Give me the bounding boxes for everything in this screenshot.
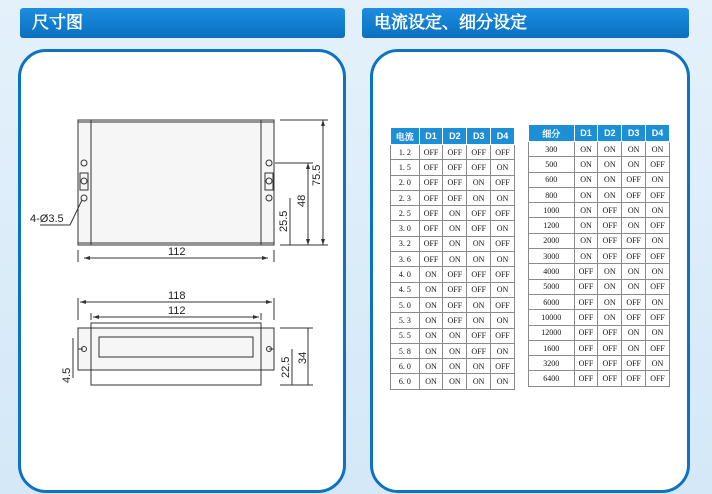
- table-cell: OFF: [574, 279, 598, 294]
- table-cell: OFF: [574, 264, 598, 279]
- table-row: [391, 282, 515, 297]
- table-cell: ON: [598, 310, 622, 325]
- table-cell: OFF: [467, 328, 491, 343]
- table-row: [391, 313, 515, 328]
- table-cell: 6. 0: [391, 374, 420, 389]
- table-row: [391, 252, 515, 267]
- table-cell: 5. 3: [391, 313, 420, 328]
- table-row: [529, 172, 670, 187]
- table-cell: ON: [574, 218, 598, 233]
- table-cell: OFF: [419, 236, 443, 251]
- table-cell: 1000: [529, 203, 575, 218]
- table-row: [529, 187, 670, 202]
- table-cell: OFF: [646, 187, 670, 202]
- side-offset-label: 22.5: [280, 356, 292, 378]
- table-cell: OFF: [419, 160, 443, 175]
- height-total-label: 75.5: [311, 164, 323, 186]
- table-cell: 1600: [529, 340, 575, 355]
- table-cell: ON: [574, 233, 598, 248]
- dimensions-title: 尺寸图: [32, 13, 83, 33]
- table-cell: OFF: [467, 160, 491, 175]
- table-cell: OFF: [598, 233, 622, 248]
- table-cell: ON: [574, 142, 598, 157]
- table-cell: ON: [622, 264, 646, 279]
- table-cell: OFF: [467, 282, 491, 297]
- table-row: [391, 343, 515, 358]
- table-row: [391, 374, 515, 389]
- table-cell: ON: [419, 374, 443, 389]
- side-margin-label: 4.5: [61, 367, 73, 383]
- table-row: [529, 203, 670, 218]
- table-cell: ON: [646, 172, 670, 187]
- table-cell: OFF: [491, 206, 515, 221]
- table-cell: OFF: [598, 356, 622, 371]
- table-cell: OFF: [598, 249, 622, 264]
- table-cell: OFF: [574, 325, 598, 340]
- table-row: [529, 340, 670, 355]
- side-height-label: 34: [297, 351, 309, 364]
- table-cell: ON: [646, 356, 670, 371]
- table-cell: OFF: [419, 252, 443, 267]
- table-cell: 10000: [529, 310, 575, 325]
- table-cell: ON: [574, 203, 598, 218]
- table-cell: ON: [491, 252, 515, 267]
- table-cell: 300: [529, 142, 575, 157]
- table-row: [391, 190, 515, 205]
- table-cell: OFF: [646, 157, 670, 172]
- table-cell: OFF: [622, 249, 646, 264]
- table-cell: ON: [574, 157, 598, 172]
- table-cell: 6400: [529, 371, 575, 386]
- table-cell: ON: [622, 279, 646, 294]
- table-row: [529, 371, 670, 386]
- table-cell: ON: [419, 297, 443, 312]
- table-cell: OFF: [443, 313, 467, 328]
- table-cell: OFF: [467, 267, 491, 282]
- table-cell: 2. 0: [391, 175, 420, 190]
- table-cell: 12000: [529, 325, 575, 340]
- table-cell: ON: [622, 325, 646, 340]
- table-cell: OFF: [491, 236, 515, 251]
- table-cell: ON: [491, 313, 515, 328]
- table-cell: OFF: [443, 160, 467, 175]
- table-cell: ON: [443, 236, 467, 251]
- table-cell: OFF: [574, 340, 598, 355]
- table-cell: ON: [419, 359, 443, 374]
- table-cell: OFF: [622, 356, 646, 371]
- table-cell: OFF: [622, 233, 646, 248]
- table-cell: OFF: [622, 294, 646, 309]
- table-cell: OFF: [419, 145, 443, 160]
- table-cell: OFF: [443, 175, 467, 190]
- table-cell: ON: [646, 325, 670, 340]
- microstep-table-header: [529, 125, 670, 142]
- table-cell: ON: [419, 267, 443, 282]
- table-cell: OFF: [443, 282, 467, 297]
- table-row: [529, 279, 670, 294]
- table-row: [391, 297, 515, 312]
- table-cell: 500: [529, 157, 575, 172]
- table-cell: 6000: [529, 294, 575, 309]
- table-cell: ON: [419, 313, 443, 328]
- table-header-cell: 细分: [529, 125, 575, 142]
- table-cell: OFF: [598, 203, 622, 218]
- table-cell: 1. 5: [391, 160, 420, 175]
- table-header-cell: D1: [574, 125, 598, 142]
- table-cell: ON: [598, 187, 622, 202]
- table-cell: OFF: [419, 206, 443, 221]
- table-cell: OFF: [646, 310, 670, 325]
- table-cell: OFF: [598, 325, 622, 340]
- table-cell: OFF: [467, 206, 491, 221]
- table-cell: OFF: [419, 221, 443, 236]
- table-row: [391, 267, 515, 282]
- table-cell: OFF: [574, 294, 598, 309]
- table-cell: ON: [491, 374, 515, 389]
- table-cell: ON: [491, 343, 515, 358]
- table-cell: ON: [646, 233, 670, 248]
- table-cell: 3000: [529, 249, 575, 264]
- table-cell: 1. 2: [391, 145, 420, 160]
- table-row: [391, 221, 515, 236]
- width-inner-label: 112: [168, 246, 186, 258]
- table-row: [391, 160, 515, 175]
- table-header-cell: D3: [622, 125, 646, 142]
- table-cell: ON: [419, 343, 443, 358]
- table-cell: 800: [529, 187, 575, 202]
- table-header-cell: D4: [646, 125, 670, 142]
- table-cell: ON: [467, 313, 491, 328]
- settings-title: 电流设定、细分设定: [374, 13, 527, 33]
- table-header-cell: 电流: [391, 128, 420, 145]
- table-row: [529, 325, 670, 340]
- table-cell: 5000: [529, 279, 575, 294]
- table-row: [391, 145, 515, 160]
- table-cell: ON: [491, 190, 515, 205]
- table-cell: 5. 0: [391, 297, 420, 312]
- current-table-header: [391, 128, 515, 145]
- table-cell: OFF: [622, 310, 646, 325]
- table-cell: OFF: [443, 267, 467, 282]
- table-cell: ON: [598, 294, 622, 309]
- table-cell: 3. 6: [391, 252, 420, 267]
- table-header-cell: D4: [491, 128, 515, 145]
- width-outer-label: 118: [168, 290, 186, 302]
- table-cell: OFF: [491, 297, 515, 312]
- table-cell: 600: [529, 172, 575, 187]
- table-row: [529, 264, 670, 279]
- table-cell: ON: [467, 190, 491, 205]
- front-view-body: [78, 120, 274, 245]
- table-cell: ON: [467, 297, 491, 312]
- table-cell: 3. 2: [391, 236, 420, 251]
- table-cell: OFF: [443, 297, 467, 312]
- table-cell: OFF: [443, 190, 467, 205]
- table-cell: 5. 5: [391, 328, 420, 343]
- table-cell: OFF: [491, 328, 515, 343]
- offset-small-label: 25.5: [278, 210, 290, 232]
- table-header-cell: D2: [598, 125, 622, 142]
- table-row: [529, 294, 670, 309]
- table-cell: 3200: [529, 356, 575, 371]
- table-cell: ON: [646, 203, 670, 218]
- table-row: [391, 175, 515, 190]
- table-cell: OFF: [622, 172, 646, 187]
- side-view-body: [78, 328, 274, 370]
- table-cell: OFF: [467, 343, 491, 358]
- table-cell: OFF: [622, 187, 646, 202]
- table-header-cell: D3: [467, 128, 491, 145]
- table-cell: OFF: [646, 218, 670, 233]
- table-cell: ON: [622, 157, 646, 172]
- table-cell: OFF: [491, 145, 515, 160]
- table-cell: ON: [598, 157, 622, 172]
- table-cell: OFF: [443, 145, 467, 160]
- table-cell: 3. 0: [391, 221, 420, 236]
- width-inner2-label: 112: [168, 305, 186, 317]
- table-row: [529, 157, 670, 172]
- table-cell: ON: [467, 236, 491, 251]
- table-cell: ON: [574, 187, 598, 202]
- table-cell: ON: [443, 374, 467, 389]
- table-cell: ON: [646, 142, 670, 157]
- table-cell: OFF: [646, 371, 670, 386]
- table-cell: OFF: [598, 218, 622, 233]
- table-cell: ON: [491, 160, 515, 175]
- table-cell: ON: [491, 282, 515, 297]
- table-cell: 5. 8: [391, 343, 420, 358]
- current-setting-table: [390, 127, 515, 390]
- table-cell: ON: [598, 142, 622, 157]
- table-cell: 2000: [529, 233, 575, 248]
- table-cell: ON: [443, 252, 467, 267]
- table-cell: ON: [419, 282, 443, 297]
- table-cell: ON: [622, 203, 646, 218]
- table-header-cell: D2: [443, 128, 467, 145]
- table-row: [391, 328, 515, 343]
- table-header-cell: D1: [419, 128, 443, 145]
- table-cell: OFF: [491, 267, 515, 282]
- table-cell: ON: [646, 264, 670, 279]
- table-row: [391, 236, 515, 251]
- table-cell: 2. 5: [391, 206, 420, 221]
- table-cell: 1200: [529, 218, 575, 233]
- table-cell: OFF: [467, 145, 491, 160]
- table-row: [529, 356, 670, 371]
- table-row: [529, 233, 670, 248]
- table-cell: ON: [419, 328, 443, 343]
- table-cell: ON: [646, 294, 670, 309]
- table-row: [529, 310, 670, 325]
- table-cell: OFF: [646, 279, 670, 294]
- height-holes-label: 48: [296, 194, 308, 207]
- table-cell: ON: [622, 218, 646, 233]
- table-cell: ON: [443, 328, 467, 343]
- table-cell: ON: [574, 249, 598, 264]
- table-cell: 6. 0: [391, 359, 420, 374]
- table-cell: OFF: [491, 175, 515, 190]
- table-cell: OFF: [574, 310, 598, 325]
- table-cell: ON: [598, 264, 622, 279]
- table-cell: ON: [598, 279, 622, 294]
- table-cell: OFF: [622, 371, 646, 386]
- table-cell: OFF: [419, 190, 443, 205]
- table-cell: 4000: [529, 264, 575, 279]
- table-cell: OFF: [574, 371, 598, 386]
- table-row: [391, 206, 515, 221]
- table-row: [529, 218, 670, 233]
- table-cell: ON: [598, 172, 622, 187]
- table-cell: OFF: [419, 175, 443, 190]
- table-cell: OFF: [646, 249, 670, 264]
- table-cell: OFF: [646, 340, 670, 355]
- table-cell: 2. 3: [391, 190, 420, 205]
- table-cell: ON: [443, 206, 467, 221]
- table-cell: OFF: [467, 221, 491, 236]
- table-cell: ON: [443, 221, 467, 236]
- table-cell: OFF: [598, 340, 622, 355]
- table-cell: OFF: [491, 359, 515, 374]
- table-cell: ON: [574, 172, 598, 187]
- table-row: [529, 142, 670, 157]
- microstep-setting-table: [528, 124, 670, 387]
- table-row: [391, 359, 515, 374]
- table-cell: ON: [622, 142, 646, 157]
- table-cell: OFF: [598, 371, 622, 386]
- table-cell: ON: [443, 359, 467, 374]
- table-cell: 4. 5: [391, 282, 420, 297]
- table-cell: 4. 0: [391, 267, 420, 282]
- table-cell: ON: [491, 221, 515, 236]
- table-cell: OFF: [574, 356, 598, 371]
- table-cell: ON: [467, 359, 491, 374]
- table-cell: ON: [467, 252, 491, 267]
- table-cell: ON: [467, 374, 491, 389]
- table-row: [529, 249, 670, 264]
- table-cell: ON: [622, 340, 646, 355]
- hole-label: 4-Ø3.5: [30, 213, 64, 225]
- table-cell: ON: [443, 343, 467, 358]
- table-cell: ON: [467, 175, 491, 190]
